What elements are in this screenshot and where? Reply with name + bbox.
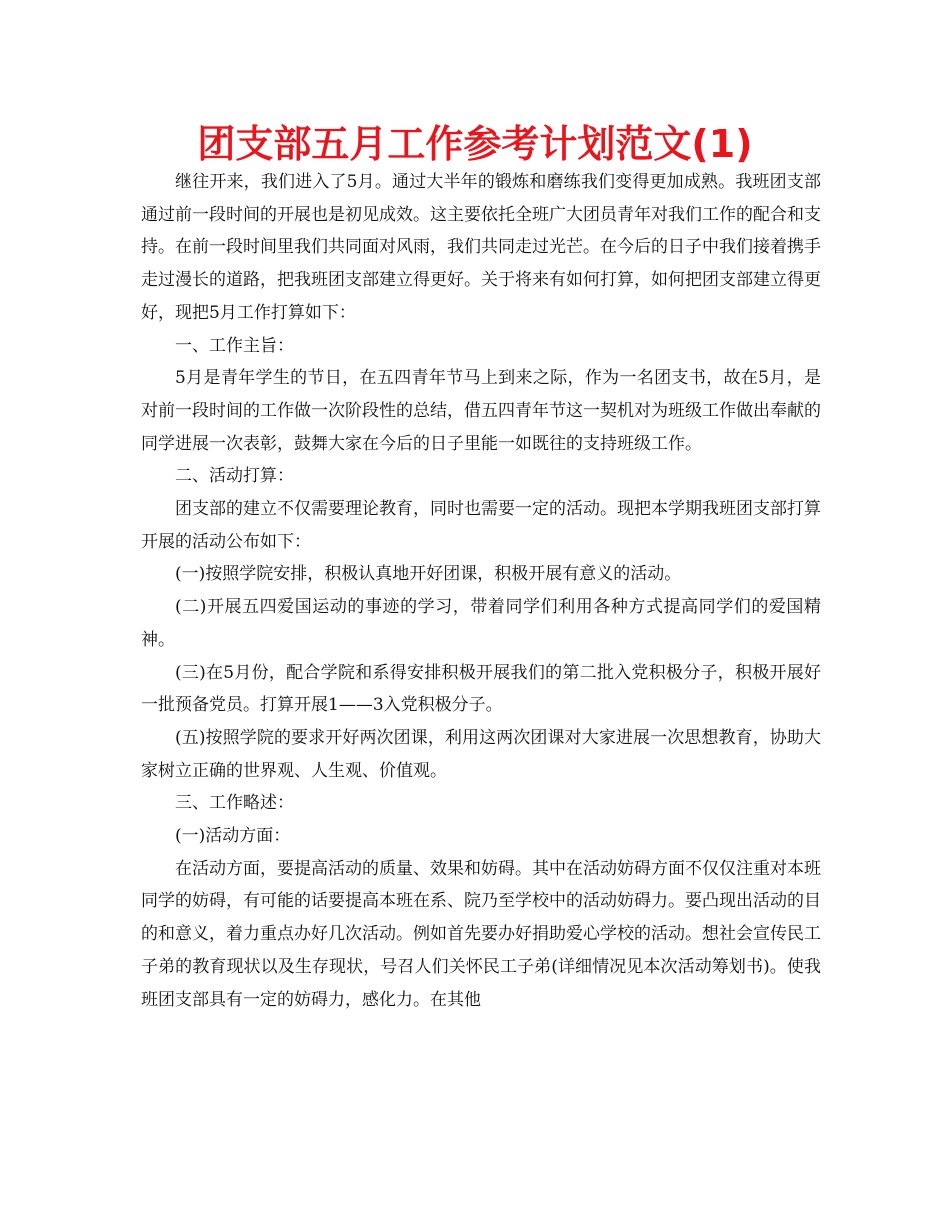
list-item-1: (一)按照学院安排，积极认真地开好团课，积极开展有意义的活动。 xyxy=(175,564,682,585)
subheading-activities: (一)活动方面： xyxy=(175,826,291,847)
document-title: 团支部五月工作参考计划范文(1) xyxy=(197,122,753,166)
paragraph-intro: 继往开来，我们进入了5月。通过大半年的锻炼和磨练我们变得更加成熟。我班团支部通过前一段时间的开展也是初见成效。这主要依托全班广大团员青年对我们工作的配合和支持。在前一段时间里我们共同面对风雨，我们共同走过光芒。在今后的日子中我们接着携手走过漫长的道路，把我班团支部建立得更好。关于将来有如何打算，如何把团支部建立得更好，现把5月工作打算如下： xyxy=(141,172,821,323)
document-body xyxy=(141,166,821,1016)
paragraph-purpose: 5月是青年学生的节日，在五四青年节马上到来之际，作为一名团支书，故在5月，是对前一段时间的工作做一次阶段性的总结，借五四青年节这一契机对为班级工作做出奉献的同学进展一次表彰，鼓舞大家在今后的日子里能一如既往的支持班级工作。 xyxy=(141,368,821,454)
section-heading-purpose: 一、工作主旨： xyxy=(175,335,294,356)
paragraph-activities: 在活动方面，要提高活动的质量、效果和妨碍。其中在活动妨碍方面不仅仅注重对本班同学的妨碍，有可能的话要提高本班在系、院乃至学校中的活动妨碍力。要凸现出活动的目的和意义，着力重点办好几次活动。例如首先要办好捐助爱心学校的活动。想社会宣传民工子弟的教育现状以及生存现状，号召人们关怀民工子弟(详细情况见本次活动筹划书)。使我班团支部具有一定的妨碍力，感化力。在其他 xyxy=(141,858,821,1010)
list-item-3: (三)在5月份，配合学院和系得安排积极开展我们的第二批入党积极分子，积极开展好一批预备党员。打算开展1——3入党积极分子。 xyxy=(141,662,821,716)
list-item-2: (二)开展五四爱国运动的事迹的学习，带着同学们利用各种方式提高同学们的爱国精神。 xyxy=(141,597,821,650)
paragraph-activity-intro: 团支部的建立不仅需要理论教育，同时也需要一定的活动。现把本学期我班团支部打算开展的活动公布如下： xyxy=(141,499,821,552)
section-heading-work-summary: 三、工作略述： xyxy=(175,793,294,814)
list-item-5: (五)按照学院的要求开好两次团课，利用这两次团课对大家进展一次思想教育，协助大家树立正确的世界观、人生观、价值观。 xyxy=(141,727,821,781)
section-heading-activity-plan: 二、活动打算： xyxy=(175,466,294,487)
